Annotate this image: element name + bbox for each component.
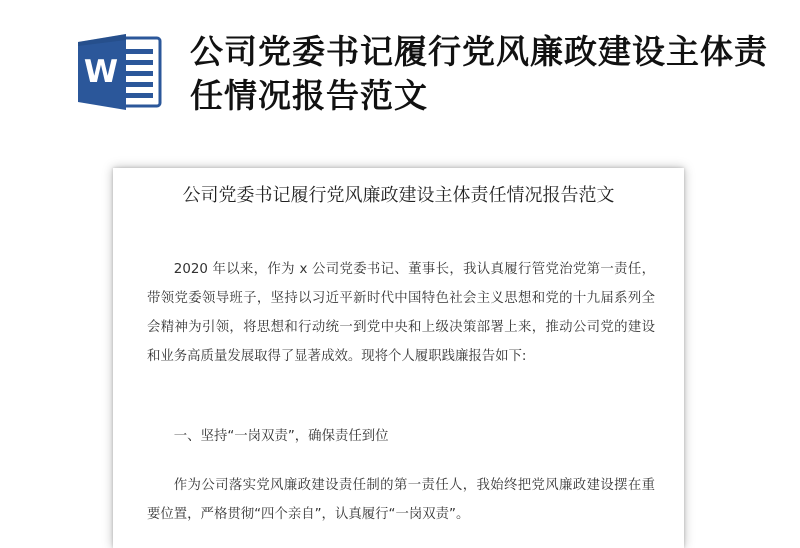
- word-document-icon: [76, 32, 164, 112]
- section-heading: 一、坚持“一岗双责”，确保责任到位: [173, 429, 389, 444]
- body-paragraph: 作为公司落实党风廉政建设责任制的第一责任人，我始终把党风廉政建设摆在重要位置，严格贯彻“四个亲自”，认真履行“一岗双责”。: [147, 478, 655, 522]
- page-title: 公司党委书记履行党风廉政建设主体责任情况报告范文: [190, 32, 768, 115]
- document-page: [113, 168, 684, 548]
- body-paragraph: 2020 年以来，作为 x 公司党委书记、董事长，我认真履行管党治党第一责任，带领党委领导班子，坚持以习近平新时代中国特色社会主义思想和党的十九届系列全会精神为引领，将思想和行动统一到党中央和上级决策部署上来，推动公司党的建设和业务高质量发展取得了显著成效。现将个人履职践廉报告如下:: [147, 262, 655, 364]
- slide-header: [0, 0, 800, 150]
- document-title: 公司党委书记履行党风廉政建设主体责任情况报告范文: [182, 185, 615, 206]
- word-icon-letter: W: [83, 54, 119, 90]
